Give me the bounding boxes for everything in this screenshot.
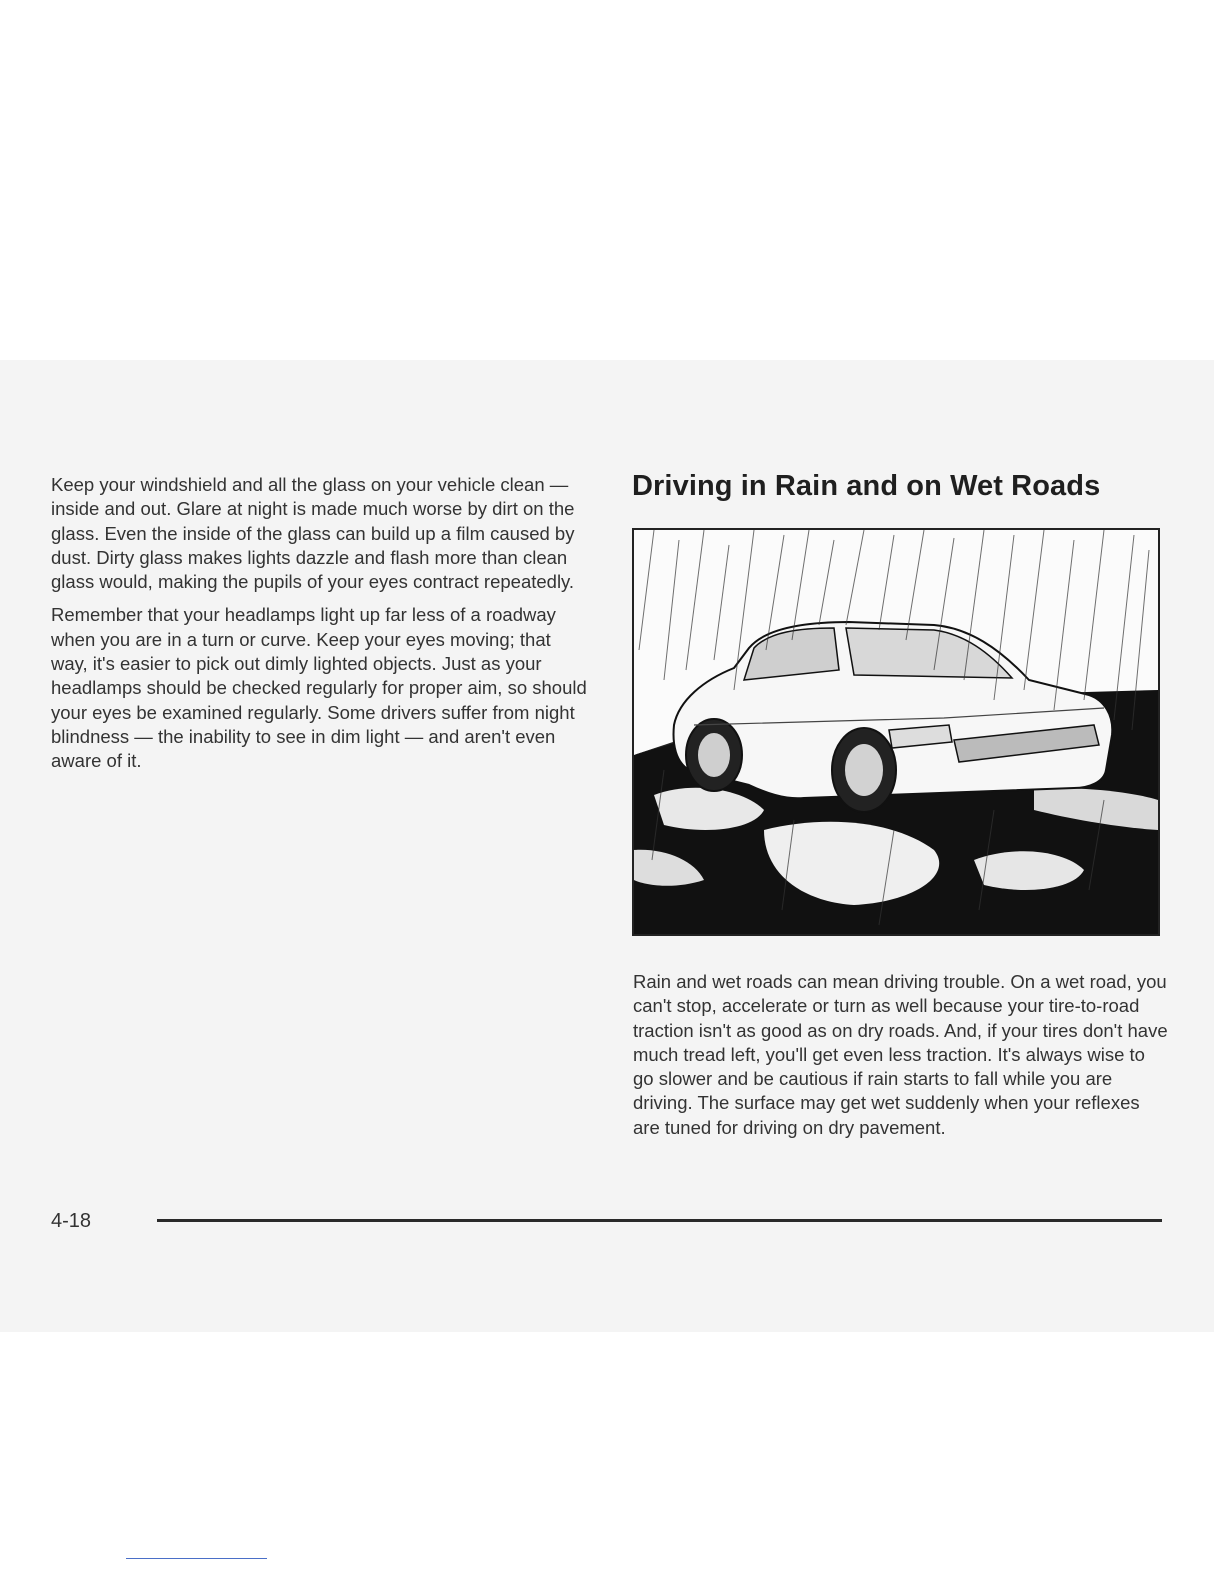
link-underline-mark [126,1558,267,1559]
car-in-rain-illustration [632,528,1160,936]
footer-rule [157,1219,1162,1222]
wet-roads-paragraph: Rain and wet roads can mean driving trouble. On a wet road, you can't stop, accelerate or turn as well because your tire-to-road traction isn't as good as on dry roads. And, if your tires don't have much tread left, you'll get even less traction. It's always wise to go slower and be cautious if rain starts to fall while you are driving. The surface may get wet suddenly when your reflexes are tuned for driving on dry pavement. [633,971,1168,1138]
section-heading: Driving in Rain and on Wet Roads [632,470,1101,502]
glass-cleaning-paragraph: Keep your windshield and all the glass on your vehicle clean — inside and out. Glare at night is made much worse by dirt on the glass. Even the inside of the glass can build up a film caused by dust. Dirty glass makes lights dazzle and flash more than clean glass would, making the pupils of your eyes contract repeatedly. [51,474,575,593]
left-column [51,473,591,783]
right-column [633,970,1168,1149]
illustration-svg [634,530,1158,934]
page-number: 4-18 [51,1210,92,1232]
headlamp-eyes-paragraph: Remember that your headlamps light up far less of a roadway when you are in a turn or curve. Keep your eyes moving; that way, it's easier to pick out dimly lighted objects. Just as your headlamps should be checked regularly for proper aim, so should your eyes be examined regularly. Some drivers suffer from night blindness — the inability to see in dim light — and aren't even aware of it. [51,604,587,772]
